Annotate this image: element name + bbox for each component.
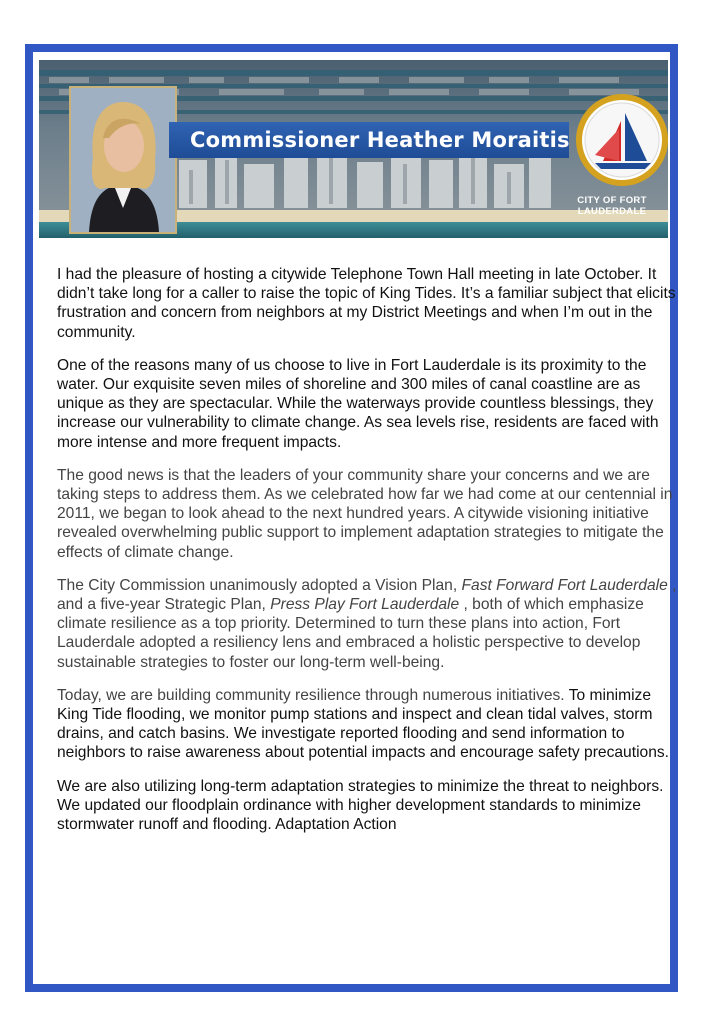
paragraph-5-part-2: To minimize King Tide flooding, we monitor pump stations and inspect and clean tidal valves, storm drains, and catch basins. We investigate reported flooding and send information to neighbors to raise awareness about potential impacts and encourage safety precautions. — [57, 686, 670, 762]
paragraph-2: One of the reasons many of us choose to live in Fort Lauderdale is its proximity to the water. Our exquisite seven miles of shoreline and 300 miles of canal coastline are as unique as they are spectacular. While the waterways provide countless blessings, they increase our vulnerability to climate change. As sea levels rise, residents are faced with more intense and more frequent impacts. — [57, 356, 659, 451]
paragraph-5 — [57, 686, 677, 763]
city-seal-sailboat-icon — [573, 91, 668, 189]
paragraph-4 — [57, 576, 677, 672]
paragraph-4-part-3: , both of which emphasize climate resilience as a top priority. Determined to turn these plans into action, Fort Lauderdale adopted a resiliency lens and embraced a holistic perspective to develop sustainable strategies to foster our long-term well-being. — [57, 596, 644, 671]
paragraph-4-part-1: The City Commission unanimously adopted a Vision Plan, — [57, 576, 462, 594]
paragraph-5-part-1: Today, we are building community resilience through numerous initiatives. — [57, 686, 565, 704]
commissioner-title: Commissioner Heather Moraitis — [190, 128, 570, 152]
paragraph-6: We are also utilizing long-term adaptation strategies to minimize the threat to neighbors. We updated our floodplain ordinance with higher development standards to minimize stormwater runoff and flooding. Adaptation Action — [57, 777, 664, 834]
paragraph-3: The good news is that the leaders of your community share your concerns and we are taking steps to address them. As we celebrated how far we had come at our centennial in 2011, we began to look ahead to the next hundred years. A citywide visioning initiative revealed overwhelming public support to implement adaptation strategies to mitigate the effects of climate change. — [57, 466, 673, 561]
strategic-plan-title: Press Play Fort Lauderdale — [270, 596, 460, 614]
paragraph-1: I had the pleasure of hosting a citywide Telephone Town Hall meeting in late October. It didn’t take long for a caller to raise the topic of King Tides. It’s a familiar subject that elicits frustration and concern from neighbors at my District Meetings and when I’m out in the community. — [57, 266, 676, 341]
page-frame — [25, 44, 678, 992]
city-label: CITY OF FORT LAUDERDALE — [577, 195, 647, 217]
paragraph-4-part-2: , and a five-year Strategic Plan, — [57, 576, 677, 614]
commissioner-portrait — [69, 86, 177, 234]
portrait-photo-icon — [71, 88, 175, 232]
vision-plan-title: Fast Forward Fort Lauderdale — [461, 576, 668, 594]
header-banner — [39, 60, 668, 238]
letter-body — [57, 265, 677, 848]
